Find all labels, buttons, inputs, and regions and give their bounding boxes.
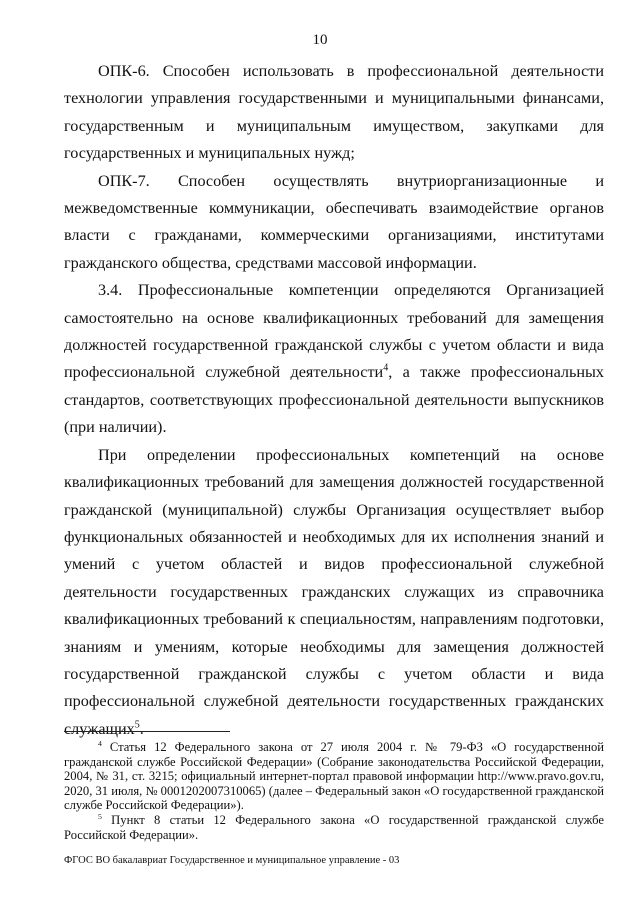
paragraph-text: ОПК-6. Способен использовать в профессиональной деятельности технологии управления государственными и муниципальными финансами, государственным и муниципальным имуществом, закупками для государственных и муниципальных нужд; [64, 62, 604, 163]
paragraph-text-continued: , а также профессиональных стандартов, соответствующих профессиональной деятельности выпускников (при наличии). [64, 363, 604, 437]
footnote-4 [64, 740, 604, 813]
paragraph-text: При определении профессиональных компетенций на основе квалификационных требований для замещения должностей государственной гражданской (муниципальной) службы Организация осуществляет выбор функциональных обязанностей и необходимых для их исполнения знаний и умений с учетом областей и видов профессиональной служебной деятельности государственных гражданских служащих из справочника квалификационных требований к специальностям, направлениям подготовки, знаниям и умениям, которые необходимы для замещения должностей государственной гражданской службы с учетом области и вида профессиональной служебной деятельности государственных гражданских служащих [64, 445, 604, 738]
paragraph-selection [64, 442, 604, 743]
footnote-ref[interactable]: 5 [134, 719, 140, 731]
body-text [64, 58, 604, 743]
footnotes [64, 740, 604, 842]
footnote-ref[interactable]: 4 [383, 363, 389, 375]
footnote-5 [64, 813, 604, 842]
paragraph-3-4 [64, 277, 604, 441]
footnote-text: Статья 12 Федерального закона от 27 июля 2004 г. № 79-ФЗ «О государственной гражданской службе Российской Федерации» (Собрание законодательства Российской Федерации, 2004, № 31, ст. 3215; официальный интернет-портал правовой информации http://www.pravo.gov.ru, 2020, 31 июля, № 0001202007310065) (далее – Федеральный закон «О государственной гражданской службе Российской Федерации»). [64, 740, 604, 813]
footnote-mark: 5 [98, 811, 102, 821]
footnote-divider [64, 731, 230, 732]
footnote-text: Пункт 8 статьи 12 Федерального закона «О государственной гражданской службе Российской Федерации». [64, 812, 604, 842]
paragraph-text: 3.4. Профессиональные компетенции определяются Организацией самостоятельно на основе квалификационных требований для замещения должностей государственной гражданской службы с учетом области и вида профессиональной служебной деятельности [64, 281, 604, 382]
page-footer: ФГОС ВО бакалавриат Государственное и муниципальное управление - 03 [64, 855, 400, 866]
paragraph-text: ОПК-7. Способен осуществлять внутриорганизационные и межведомственные коммуникации, обеспечивать взаимодействие органов власти с гражданами, коммерческими организациями, институтами гражданского общества, средствами массовой информации. [64, 171, 604, 272]
paragraph-text-continued: . [139, 719, 144, 738]
paragraph-opk6 [64, 58, 604, 168]
footnote-mark: 4 [98, 738, 102, 748]
paragraph-opk7 [64, 168, 604, 278]
page-number: 10 [312, 32, 328, 48]
